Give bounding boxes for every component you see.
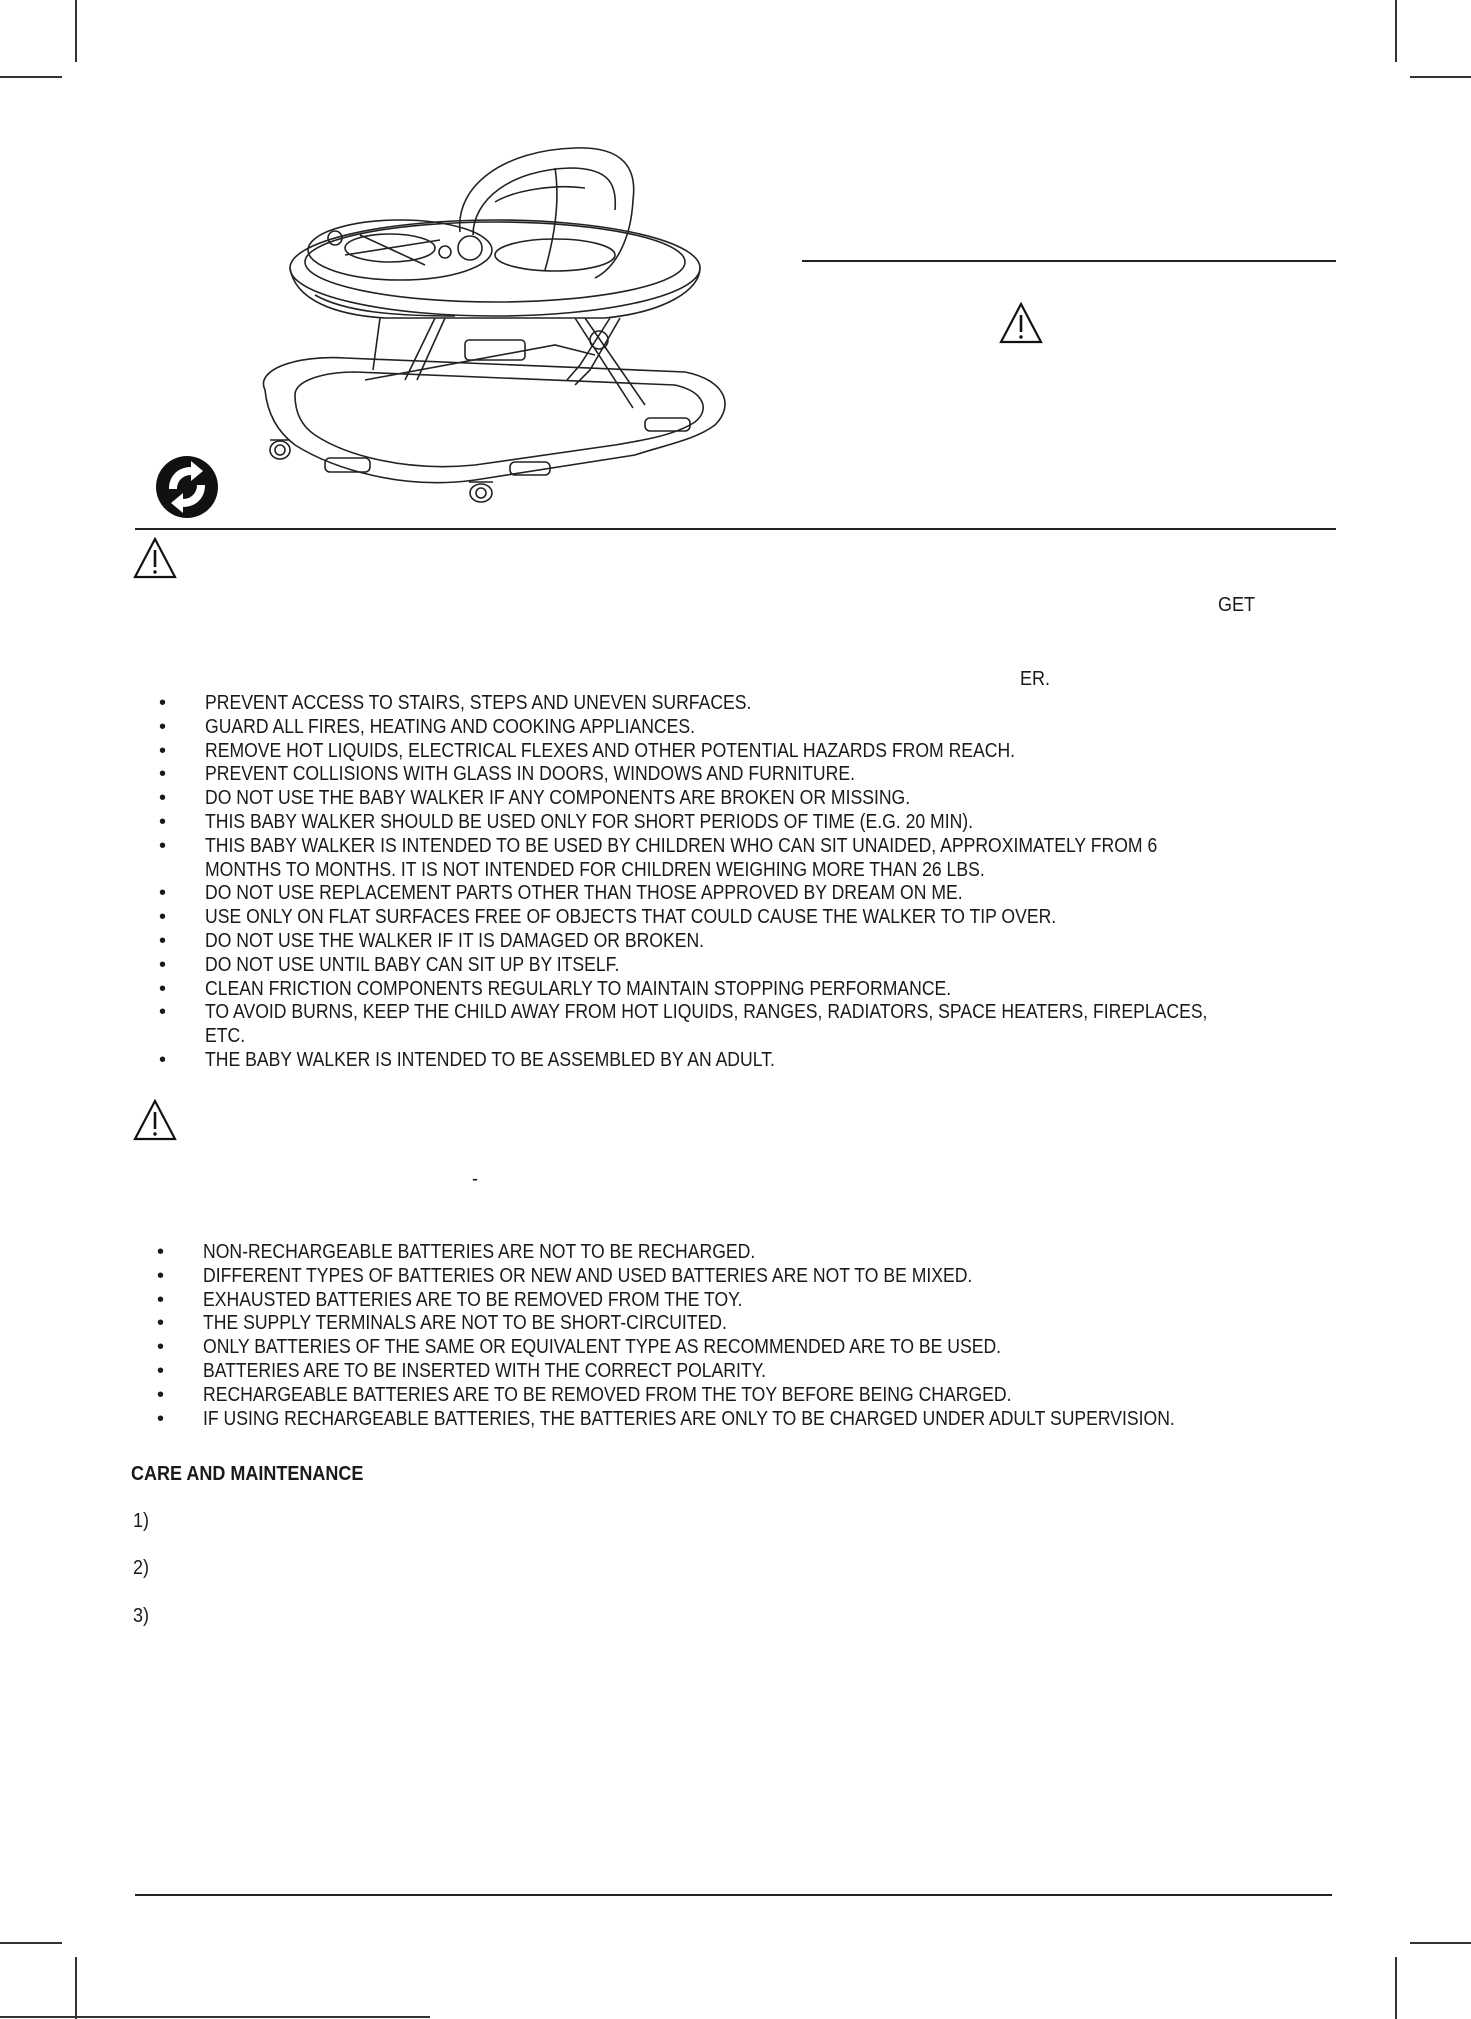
bullet-point: •: [159, 715, 167, 738]
fragment-dash: -: [472, 1168, 479, 1190]
warning-triangle-icon: [999, 302, 1043, 346]
warning-triangle-icon: [133, 1099, 177, 1143]
header-rule: [802, 260, 1336, 262]
bullet-point: •: [159, 1048, 167, 1071]
warning-text: GUARD ALL FIRES, HEATING AND COOKING APPLIANCES.: [205, 715, 695, 738]
warning-list-item: [153, 954, 1353, 978]
warning-list-item-continuation: [153, 859, 1353, 883]
warning-list-item: [151, 1336, 1351, 1360]
warning-list-item: [153, 811, 1353, 835]
warning-list-item: [153, 906, 1353, 930]
bullet-point: •: [159, 1001, 167, 1024]
warning-text: DO NOT USE THE BABY WALKER IF ANY COMPONENTS ARE BROKEN OR MISSING.: [205, 787, 911, 810]
warning-text: THIS BABY WALKER SHOULD BE USED ONLY FOR SHORT PERIODS OF TIME (E.G. 20 MIN).: [205, 810, 974, 833]
bullet-point: •: [159, 834, 167, 857]
warning-list-item: [153, 835, 1353, 859]
warning-list-item: [151, 1360, 1351, 1384]
warning-list-item: [153, 1049, 1353, 1073]
care-step-number: 1): [133, 1510, 150, 1532]
warning-text: THE SUPPLY TERMINALS ARE NOT TO BE SHORT-CIRCUITED.: [203, 1312, 727, 1335]
crop-mark: [75, 0, 77, 62]
crop-mark: [1395, 0, 1397, 62]
green-dot-recycle-icon: [155, 455, 219, 519]
care-step-number: 2): [133, 1557, 150, 1579]
bullet-point: •: [157, 1241, 165, 1263]
warning-list-item: [151, 1265, 1351, 1289]
warning-text: NON-RECHARGEABLE BATTERIES ARE NOT TO BE RECHARGED.: [203, 1241, 756, 1263]
footer-rule: [135, 1894, 1332, 1896]
bullet-point: •: [157, 1264, 165, 1287]
warning-text: RECHARGEABLE BATTERIES ARE TO BE REMOVED FROM THE TOY BEFORE BEING CHARGED.: [203, 1383, 1012, 1406]
warning-text: PREVENT ACCESS TO STAIRS, STEPS AND UNEVEN SURFACES.: [205, 692, 752, 714]
warning-text: THIS BABY WALKER IS INTENDED TO BE USED BY CHILDREN WHO CAN SIT UNAIDED, APPROXIMATELY FROM 6: [205, 834, 1158, 857]
warning-text: USE ONLY ON FLAT SURFACES FREE OF OBJECTS THAT COULD CAUSE THE WALKER TO TIP OVER.: [205, 906, 1057, 929]
baby-walker-illustration: [255, 140, 735, 515]
bullet-point: •: [159, 810, 167, 833]
warning-text: MONTHS TO MONTHS. IT IS NOT INTENDED FOR CHILDREN WEIGHING MORE THAN 26 LBS.: [205, 858, 985, 881]
bullet-point: •: [159, 739, 167, 762]
bullet-point: •: [159, 787, 167, 810]
warning-list-item: [153, 787, 1353, 811]
bullet-point: •: [159, 929, 167, 952]
warning-list-item: [153, 716, 1353, 740]
walker-warning-list: [153, 692, 1353, 1073]
warning-text: IF USING RECHARGEABLE BATTERIES, THE BATTERIES ARE ONLY TO BE CHARGED UNDER ADULT SUPERVISION.: [203, 1407, 1175, 1430]
warning-text: REMOVE HOT LIQUIDS, ELECTRICAL FLEXES AND OTHER POTENTIAL HAZARDS FROM REACH.: [205, 739, 1016, 762]
warning-list-item: [153, 740, 1353, 764]
bullet-point: •: [159, 906, 167, 929]
warning-list-item: [151, 1289, 1351, 1313]
warning-text: BATTERIES ARE TO BE INSERTED WITH THE CORRECT POLARITY.: [203, 1359, 766, 1382]
warning-text: DO NOT USE REPLACEMENT PARTS OTHER THAN THOSE APPROVED BY DREAM ON ME.: [205, 882, 963, 905]
bullet-point: •: [157, 1407, 165, 1430]
warning-text: ONLY BATTERIES OF THE SAME OR EQUIVALENT TYPE AS RECOMMENDED ARE TO BE USED.: [203, 1336, 1002, 1359]
warning-text: EXHAUSTED BATTERIES ARE TO BE REMOVED FROM THE TOY.: [203, 1288, 743, 1311]
warning-list-item: [153, 692, 1353, 716]
bullet-point: •: [159, 953, 167, 976]
warning-text: DO NOT USE THE WALKER IF IT IS DAMAGED OR BROKEN.: [205, 929, 705, 952]
bullet-point: •: [159, 692, 167, 714]
care-heading: CARE AND MAINTENANCE: [131, 1463, 364, 1485]
section-rule: [135, 528, 1336, 530]
care-step-number: 3): [133, 1605, 150, 1627]
crop-mark: [1410, 76, 1471, 78]
crop-mark: [0, 1942, 62, 1944]
fragment-er: ER.: [1020, 668, 1051, 690]
bullet-point: •: [157, 1359, 165, 1382]
warning-list-item: [151, 1312, 1351, 1336]
crop-mark: [75, 1957, 77, 2019]
bullet-point: •: [157, 1383, 165, 1406]
bullet-point: •: [159, 882, 167, 905]
warning-text: DIFFERENT TYPES OF BATTERIES OR NEW AND USED BATTERIES ARE NOT TO BE MIXED.: [203, 1264, 973, 1287]
bullet-point: •: [157, 1336, 165, 1359]
warning-list-item: [153, 1001, 1353, 1025]
crop-mark: [0, 76, 62, 78]
warning-text: ETC.: [205, 1025, 246, 1048]
warning-list-item: [151, 1408, 1351, 1432]
warning-list-item: [151, 1384, 1351, 1408]
warning-list-item-continuation: [153, 1025, 1353, 1049]
warning-text: PREVENT COLLISIONS WITH GLASS IN DOORS, WINDOWS AND FURNITURE.: [205, 763, 855, 786]
warning-text: THE BABY WALKER IS INTENDED TO BE ASSEMBLED BY AN ADULT.: [205, 1048, 775, 1071]
warning-text: CLEAN FRICTION COMPONENTS REGULARLY TO MAINTAIN STOPPING PERFORMANCE.: [205, 977, 952, 1000]
warning-list-item: [153, 930, 1353, 954]
bullet-point: •: [157, 1312, 165, 1335]
warning-list-item: [151, 1241, 1351, 1265]
warning-text: DO NOT USE UNTIL BABY CAN SIT UP BY ITSELF.: [205, 953, 620, 976]
crop-mark: [1395, 1957, 1397, 2019]
bullet-point: •: [159, 763, 167, 786]
bullet-point: •: [157, 1288, 165, 1311]
battery-warning-list: [151, 1241, 1351, 1431]
warning-triangle-icon: [133, 537, 177, 581]
warning-list-item: [153, 978, 1353, 1002]
bottom-edge-line: [0, 2016, 430, 2018]
crop-mark: [1410, 1942, 1471, 1944]
fragment-get: GET: [1218, 594, 1256, 616]
warning-list-item: [153, 763, 1353, 787]
warning-list-item: [153, 882, 1353, 906]
warning-text: TO AVOID BURNS, KEEP THE CHILD AWAY FROM HOT LIQUIDS, RANGES, RADIATORS, SPACE HEATERS, FIREPLACES,: [205, 1001, 1208, 1024]
bullet-point: •: [159, 977, 167, 1000]
